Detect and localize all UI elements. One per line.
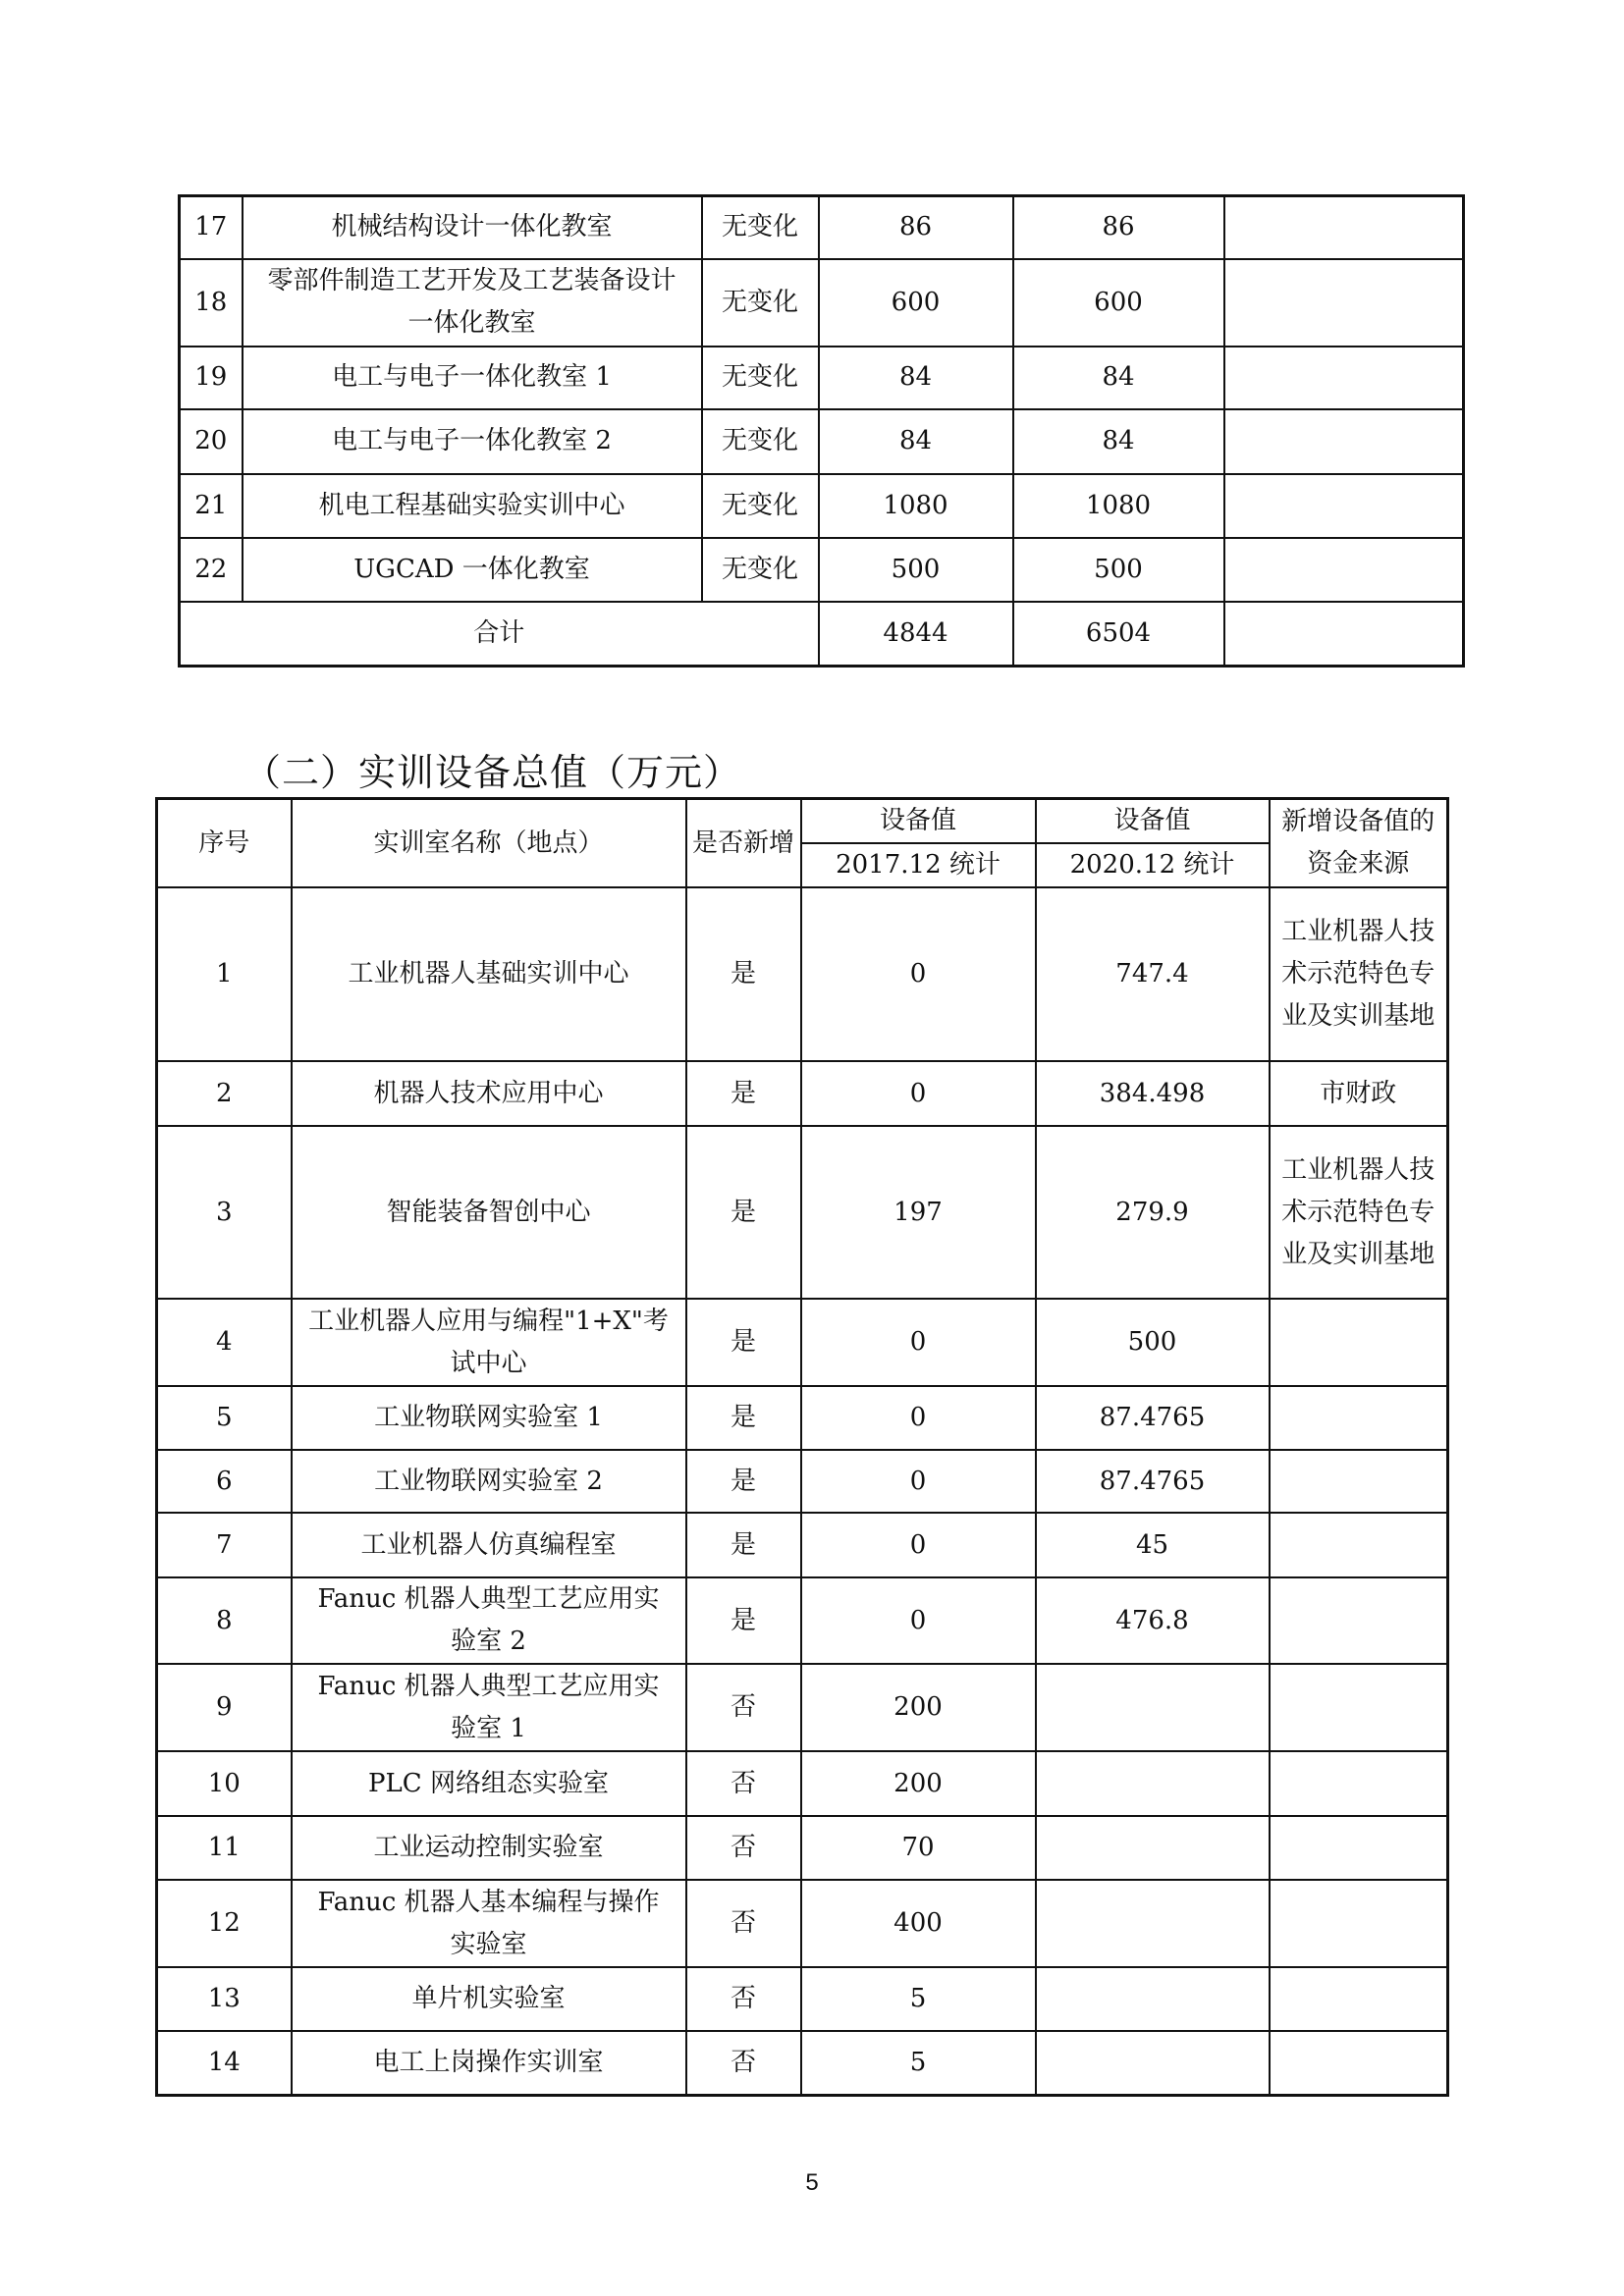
change-status: 无变化 bbox=[702, 474, 819, 538]
room-name: UGCAD 一体化教室 bbox=[243, 538, 702, 602]
value-2017: 200 bbox=[801, 1664, 1036, 1751]
change-status: 无变化 bbox=[702, 409, 819, 474]
header-number: 序号 bbox=[157, 799, 292, 888]
is-new: 是 bbox=[686, 1061, 801, 1126]
fund-source bbox=[1270, 1751, 1448, 1816]
row-number: 13 bbox=[157, 1967, 292, 2031]
fund-source bbox=[1270, 1513, 1448, 1577]
header-value-2020: 2020.12 统计 bbox=[1036, 843, 1270, 887]
room-name: 工业机器人应用与编程"1+X"考试中心 bbox=[292, 1299, 686, 1386]
value-before: 600 bbox=[819, 259, 1013, 347]
table-row bbox=[157, 1664, 1448, 1751]
value-2020 bbox=[1036, 1751, 1270, 1816]
value-2017: 0 bbox=[801, 1513, 1036, 1577]
fund-source: 工业机器人技术示范特色专业及实训基地 bbox=[1270, 887, 1448, 1061]
value-after: 84 bbox=[1013, 409, 1224, 474]
table-row bbox=[180, 347, 1464, 409]
total-row bbox=[180, 602, 1464, 667]
value-after: 1080 bbox=[1013, 474, 1224, 538]
room-name: 机械结构设计一体化教室 bbox=[243, 196, 702, 259]
note-cell bbox=[1224, 347, 1464, 409]
row-number: 5 bbox=[157, 1386, 292, 1450]
value-before: 86 bbox=[819, 196, 1013, 259]
value-2017: 0 bbox=[801, 1061, 1036, 1126]
is-new: 否 bbox=[686, 2031, 801, 2095]
is-new: 是 bbox=[686, 1299, 801, 1386]
value-before: 500 bbox=[819, 538, 1013, 602]
row-number: 6 bbox=[157, 1450, 292, 1513]
value-2020: 747.4 bbox=[1036, 887, 1270, 1061]
value-2020: 87.4765 bbox=[1036, 1386, 1270, 1450]
table-row bbox=[157, 1126, 1448, 1299]
table-row bbox=[157, 1816, 1448, 1880]
value-2017: 0 bbox=[801, 887, 1036, 1061]
is-new: 是 bbox=[686, 1386, 801, 1450]
fund-source: 市财政 bbox=[1270, 1061, 1448, 1126]
row-number: 7 bbox=[157, 1513, 292, 1577]
fund-source: 工业机器人技术示范特色专业及实训基地 bbox=[1270, 1126, 1448, 1299]
row-number: 10 bbox=[157, 1751, 292, 1816]
room-name: 机器人技术应用中心 bbox=[292, 1061, 686, 1126]
total-label: 合计 bbox=[180, 602, 819, 667]
room-name: 工业物联网实验室 2 bbox=[292, 1450, 686, 1513]
change-status: 无变化 bbox=[702, 259, 819, 347]
fund-source bbox=[1270, 1880, 1448, 1967]
is-new: 否 bbox=[686, 1664, 801, 1751]
fund-source bbox=[1270, 1967, 1448, 2031]
room-name: Fanuc 机器人基本编程与操作实验室 bbox=[292, 1880, 686, 1967]
room-name: 工业机器人基础实训中心 bbox=[292, 887, 686, 1061]
row-number: 4 bbox=[157, 1299, 292, 1386]
table-row bbox=[157, 1450, 1448, 1513]
value-before: 84 bbox=[819, 347, 1013, 409]
table-row bbox=[157, 887, 1448, 1061]
value-2020 bbox=[1036, 1967, 1270, 2031]
value-2017: 0 bbox=[801, 1577, 1036, 1664]
row-number: 1 bbox=[157, 887, 292, 1061]
is-new: 是 bbox=[686, 1577, 801, 1664]
note-cell bbox=[1224, 196, 1464, 259]
header-room-name: 实训室名称（地点） bbox=[292, 799, 686, 888]
value-2020: 279.9 bbox=[1036, 1126, 1270, 1299]
row-number: 3 bbox=[157, 1126, 292, 1299]
value-2020 bbox=[1036, 1664, 1270, 1751]
note-cell bbox=[1224, 538, 1464, 602]
header-value-2017: 2017.12 统计 bbox=[801, 843, 1036, 887]
room-name: 智能装备智创中心 bbox=[292, 1126, 686, 1299]
fund-source bbox=[1270, 1577, 1448, 1664]
room-name: 电工上岗操作实训室 bbox=[292, 2031, 686, 2095]
value-after: 86 bbox=[1013, 196, 1224, 259]
section-heading: （二）实训设备总值（万元） bbox=[244, 751, 742, 794]
is-new: 是 bbox=[686, 1450, 801, 1513]
table-row bbox=[180, 538, 1464, 602]
fund-source bbox=[1270, 1816, 1448, 1880]
value-after: 600 bbox=[1013, 259, 1224, 347]
change-status: 无变化 bbox=[702, 196, 819, 259]
is-new: 是 bbox=[686, 1126, 801, 1299]
room-name: Fanuc 机器人典型工艺应用实验室 2 bbox=[292, 1577, 686, 1664]
is-new: 否 bbox=[686, 1816, 801, 1880]
is-new: 是 bbox=[686, 1513, 801, 1577]
table-row bbox=[180, 196, 1464, 259]
header-row bbox=[157, 799, 1448, 844]
value-2017: 0 bbox=[801, 1386, 1036, 1450]
value-2017: 70 bbox=[801, 1816, 1036, 1880]
note-cell bbox=[1224, 409, 1464, 474]
row-number: 22 bbox=[180, 538, 243, 602]
note-cell bbox=[1224, 259, 1464, 347]
total-before: 4844 bbox=[819, 602, 1013, 667]
value-2020: 500 bbox=[1036, 1299, 1270, 1386]
change-status: 无变化 bbox=[702, 347, 819, 409]
value-2020 bbox=[1036, 1880, 1270, 1967]
table-row bbox=[157, 1751, 1448, 1816]
row-number: 19 bbox=[180, 347, 243, 409]
value-2020: 87.4765 bbox=[1036, 1450, 1270, 1513]
note-cell bbox=[1224, 474, 1464, 538]
room-name: 单片机实验室 bbox=[292, 1967, 686, 2031]
room-name: 电工与电子一体化教室 1 bbox=[243, 347, 702, 409]
header-fund-source: 新增设备值的资金来源 bbox=[1270, 799, 1448, 888]
fund-source bbox=[1270, 1664, 1448, 1751]
value-2017: 197 bbox=[801, 1126, 1036, 1299]
table-row bbox=[157, 2031, 1448, 2095]
table-row bbox=[157, 1386, 1448, 1450]
value-2020 bbox=[1036, 1816, 1270, 1880]
fund-source bbox=[1270, 1450, 1448, 1513]
table-row bbox=[157, 1513, 1448, 1577]
row-number: 12 bbox=[157, 1880, 292, 1967]
fund-source bbox=[1270, 1386, 1448, 1450]
row-number: 17 bbox=[180, 196, 243, 259]
value-2020 bbox=[1036, 2031, 1270, 2095]
room-name: PLC 网络组态实验室 bbox=[292, 1751, 686, 1816]
is-new: 否 bbox=[686, 1880, 801, 1967]
value-2017: 0 bbox=[801, 1450, 1036, 1513]
value-2020: 476.8 bbox=[1036, 1577, 1270, 1664]
value-2017: 200 bbox=[801, 1751, 1036, 1816]
equipment-table-continued bbox=[178, 194, 1465, 667]
change-status: 无变化 bbox=[702, 538, 819, 602]
row-number: 9 bbox=[157, 1664, 292, 1751]
row-number: 8 bbox=[157, 1577, 292, 1664]
table-row bbox=[157, 1061, 1448, 1126]
room-name: 工业机器人仿真编程室 bbox=[292, 1513, 686, 1577]
header-is-new: 是否新增 bbox=[686, 799, 801, 888]
room-name: 工业运动控制实验室 bbox=[292, 1816, 686, 1880]
value-2017: 0 bbox=[801, 1299, 1036, 1386]
row-number: 20 bbox=[180, 409, 243, 474]
value-2020: 45 bbox=[1036, 1513, 1270, 1577]
training-equipment-table bbox=[155, 797, 1449, 2097]
value-before: 84 bbox=[819, 409, 1013, 474]
value-2017: 5 bbox=[801, 2031, 1036, 2095]
is-new: 是 bbox=[686, 887, 801, 1061]
room-name: 电工与电子一体化教室 2 bbox=[243, 409, 702, 474]
value-before: 1080 bbox=[819, 474, 1013, 538]
table-row bbox=[157, 1967, 1448, 2031]
value-2017: 5 bbox=[801, 1967, 1036, 2031]
total-note bbox=[1224, 602, 1464, 667]
row-number: 14 bbox=[157, 2031, 292, 2095]
room-name: 工业物联网实验室 1 bbox=[292, 1386, 686, 1450]
table-row bbox=[180, 474, 1464, 538]
header-value-group: 设备值 bbox=[801, 799, 1036, 844]
room-name: 零部件制造工艺开发及工艺装备设计一体化教室 bbox=[243, 259, 702, 347]
table-row bbox=[157, 1880, 1448, 1967]
page-number: 5 bbox=[805, 2169, 819, 2196]
header-value-group: 设备值 bbox=[1036, 799, 1270, 844]
row-number: 18 bbox=[180, 259, 243, 347]
fund-source bbox=[1270, 2031, 1448, 2095]
fund-source bbox=[1270, 1299, 1448, 1386]
is-new: 否 bbox=[686, 1967, 801, 2031]
value-2020: 384.498 bbox=[1036, 1061, 1270, 1126]
table-row bbox=[180, 409, 1464, 474]
table-row bbox=[180, 259, 1464, 347]
value-2017: 400 bbox=[801, 1880, 1036, 1967]
table-row bbox=[157, 1577, 1448, 1664]
row-number: 21 bbox=[180, 474, 243, 538]
row-number: 11 bbox=[157, 1816, 292, 1880]
table-row bbox=[157, 1299, 1448, 1386]
value-after: 500 bbox=[1013, 538, 1224, 602]
total-after: 6504 bbox=[1013, 602, 1224, 667]
room-name: Fanuc 机器人典型工艺应用实验室 1 bbox=[292, 1664, 686, 1751]
value-after: 84 bbox=[1013, 347, 1224, 409]
is-new: 否 bbox=[686, 1751, 801, 1816]
row-number: 2 bbox=[157, 1061, 292, 1126]
room-name: 机电工程基础实验实训中心 bbox=[243, 474, 702, 538]
